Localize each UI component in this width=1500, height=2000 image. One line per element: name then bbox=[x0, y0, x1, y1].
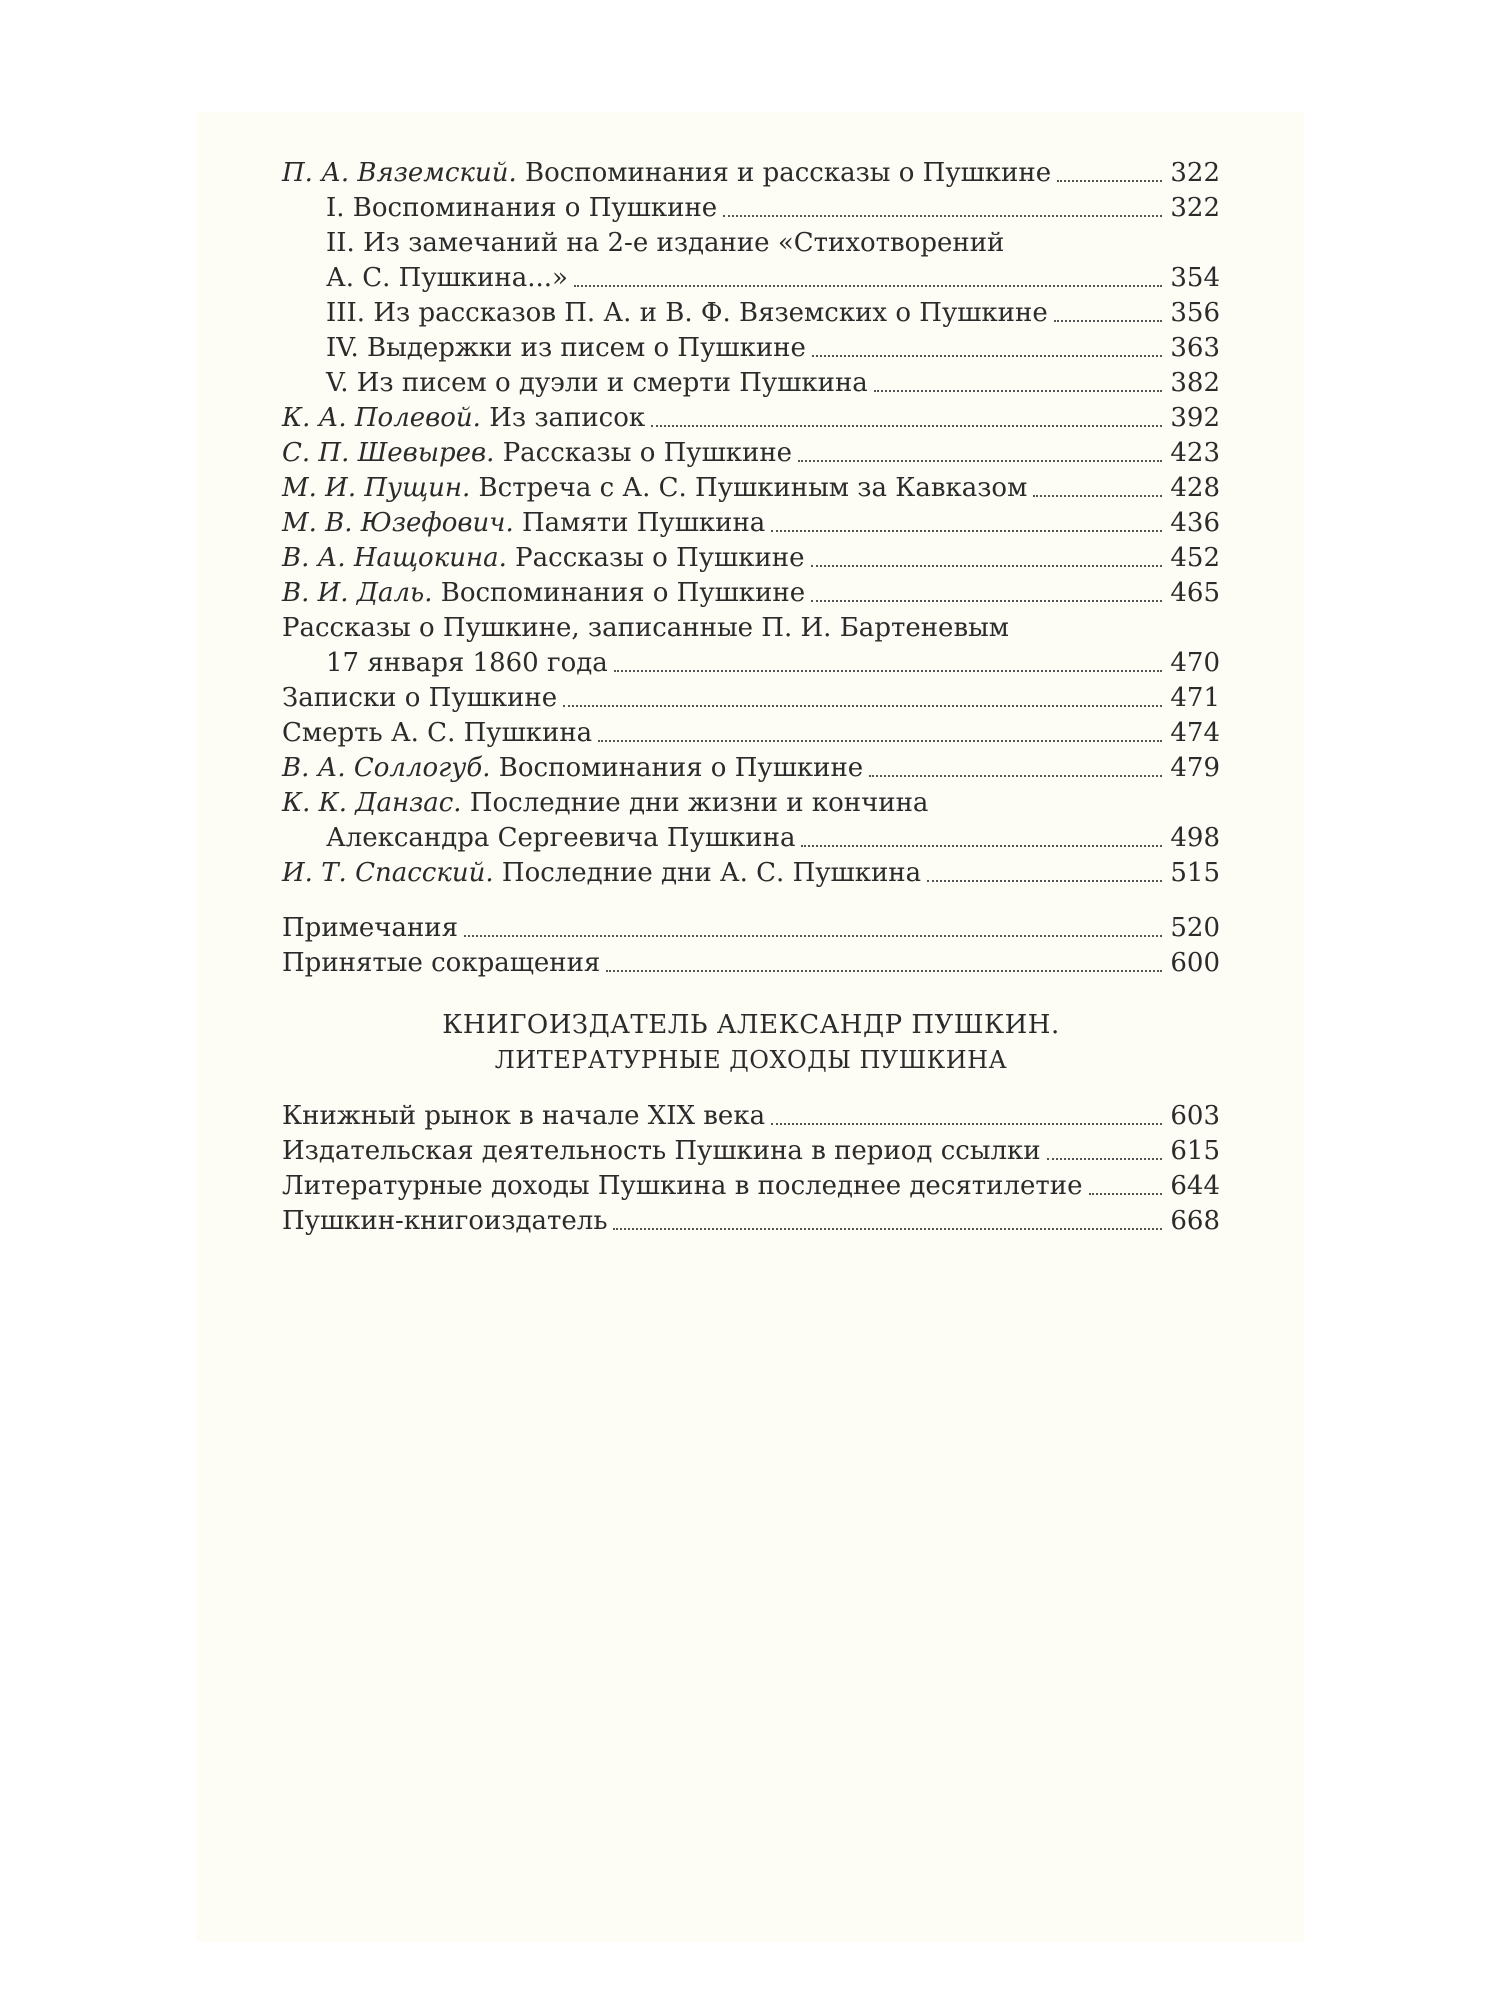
toc-title: V. Из писем о дуэли и смерти Пушкина bbox=[326, 368, 868, 398]
toc-title: Издательская деятельность Пушкина в период ссылки bbox=[282, 1136, 1041, 1166]
toc-entry bbox=[282, 716, 1220, 751]
toc-page: 668 bbox=[1170, 1206, 1220, 1236]
toc-author: В. И. Даль. bbox=[282, 578, 433, 608]
toc-author: К. К. Данзас. bbox=[282, 788, 462, 818]
toc-entry bbox=[282, 191, 1220, 226]
toc-page: 600 bbox=[1170, 948, 1220, 978]
toc-title: Памяти Пушкина bbox=[521, 508, 766, 538]
toc-title: Из записок bbox=[489, 403, 646, 433]
table-of-contents bbox=[282, 156, 1220, 1239]
toc-entry bbox=[282, 156, 1220, 191]
toc-entry bbox=[282, 506, 1220, 541]
toc-entry bbox=[282, 1169, 1220, 1204]
toc-entry bbox=[282, 261, 1220, 296]
section-heading-line2: ЛИТЕРАТУРНЫЕ ДОХОДЫ ПУШКИНА bbox=[494, 1046, 1008, 1074]
toc-author: М. И. Пущин. bbox=[282, 473, 471, 503]
toc-title: Воспоминания о Пушкине bbox=[440, 578, 806, 608]
toc-page: 382 bbox=[1170, 368, 1220, 398]
toc-author: В. А. Нащокина. bbox=[282, 543, 507, 573]
toc-page: 354 bbox=[1170, 263, 1220, 293]
toc-page: 520 bbox=[1170, 913, 1220, 943]
section-heading-line1: КНИГОИЗДАТЕЛЬ АЛЕКСАНДР ПУШКИН. bbox=[442, 1010, 1060, 1040]
toc-title: I. Воспоминания о Пушкине bbox=[326, 193, 718, 223]
toc-entry bbox=[282, 401, 1220, 436]
toc-page: 470 bbox=[1170, 648, 1220, 678]
toc-page: 452 bbox=[1170, 543, 1220, 573]
toc-title-line bbox=[282, 786, 1220, 821]
toc-page: 392 bbox=[1170, 403, 1220, 433]
toc-page: 363 bbox=[1170, 333, 1220, 363]
toc-page: 615 bbox=[1170, 1136, 1220, 1166]
toc-entry bbox=[282, 751, 1220, 786]
toc-entry bbox=[282, 366, 1220, 401]
toc-title: Александра Сергеевича Пушкина bbox=[326, 823, 796, 853]
toc-title: Примечания bbox=[282, 913, 459, 943]
toc-entry bbox=[282, 471, 1220, 506]
toc-title: Принятые сокращения bbox=[282, 948, 601, 978]
toc-title: Встреча с А. С. Пушкиным за Кавказом bbox=[478, 473, 1028, 503]
toc-author: С. П. Шевырев. bbox=[282, 438, 495, 468]
toc-page: 322 bbox=[1170, 193, 1220, 223]
toc-author: В. А. Соллогуб. bbox=[282, 753, 491, 783]
toc-page: 474 bbox=[1170, 718, 1220, 748]
toc-title: А. С. Пушкина...» bbox=[326, 263, 568, 293]
toc-title: Смерть А. С. Пушкина bbox=[282, 718, 593, 748]
book-page bbox=[196, 112, 1304, 1942]
section-heading bbox=[282, 1007, 1220, 1077]
toc-page: 356 bbox=[1170, 298, 1220, 328]
toc-author: К. А. Полевой. bbox=[282, 403, 481, 433]
toc-title: Последние дни А. С. Пушкина bbox=[501, 858, 922, 888]
toc-title-line: Рассказы о Пушкине, записанные П. И. Бартеневым bbox=[282, 613, 1009, 643]
toc-page: 498 bbox=[1170, 823, 1220, 853]
toc-entry bbox=[282, 856, 1220, 891]
toc-page: 515 bbox=[1170, 858, 1220, 888]
toc-entry bbox=[282, 821, 1220, 856]
toc-author: И. Т. Спасский. bbox=[282, 858, 494, 888]
toc-page: 436 bbox=[1170, 508, 1220, 538]
toc-entry bbox=[282, 331, 1220, 366]
toc-title: Воспоминания о Пушкине bbox=[498, 753, 864, 783]
toc-page: 603 bbox=[1170, 1101, 1220, 1131]
toc-entry bbox=[282, 436, 1220, 471]
toc-entry bbox=[282, 946, 1220, 981]
toc-page: 322 bbox=[1170, 158, 1220, 188]
toc-title-line: II. Из замечаний на 2-е издание «Стихотворений bbox=[326, 228, 1005, 258]
toc-title: Рассказы о Пушкине bbox=[502, 438, 793, 468]
toc-entry bbox=[282, 541, 1220, 576]
toc-page: 471 bbox=[1170, 683, 1220, 713]
toc-title: Записки о Пушкине bbox=[282, 683, 558, 713]
toc-entry bbox=[282, 1134, 1220, 1169]
toc-title: Книжный рынок в начале XIX века bbox=[282, 1101, 766, 1131]
toc-entry bbox=[282, 681, 1220, 716]
toc-page: 465 bbox=[1170, 578, 1220, 608]
toc-entry bbox=[282, 1099, 1220, 1134]
toc-entry bbox=[282, 911, 1220, 946]
toc-title: Литературные доходы Пушкина в последнее десятилетие bbox=[282, 1171, 1083, 1201]
toc-entry bbox=[282, 1204, 1220, 1239]
toc-title: IV. Выдержки из писем о Пушкине bbox=[326, 333, 806, 363]
toc-title: 17 января 1860 года bbox=[326, 648, 608, 678]
toc-page: 479 bbox=[1170, 753, 1220, 783]
toc-author: П. А. Вяземский. bbox=[282, 158, 517, 188]
toc-title: Последние дни жизни и кончина bbox=[469, 788, 929, 818]
toc-title: Пушкин-книгоиздатель bbox=[282, 1206, 608, 1236]
toc-title: Воспоминания и рассказы о Пушкине bbox=[524, 158, 1052, 188]
toc-page: 428 bbox=[1170, 473, 1220, 503]
toc-author: М. В. Юзефович. bbox=[282, 508, 514, 538]
toc-entry bbox=[282, 646, 1220, 681]
toc-page: 423 bbox=[1170, 438, 1220, 468]
toc-entry bbox=[282, 296, 1220, 331]
toc-entry bbox=[282, 576, 1220, 611]
toc-title: III. Из рассказов П. А. и В. Ф. Вяземских о Пушкине bbox=[326, 298, 1048, 328]
toc-title: Рассказы о Пушкине bbox=[515, 543, 805, 573]
toc-page: 644 bbox=[1170, 1171, 1220, 1201]
